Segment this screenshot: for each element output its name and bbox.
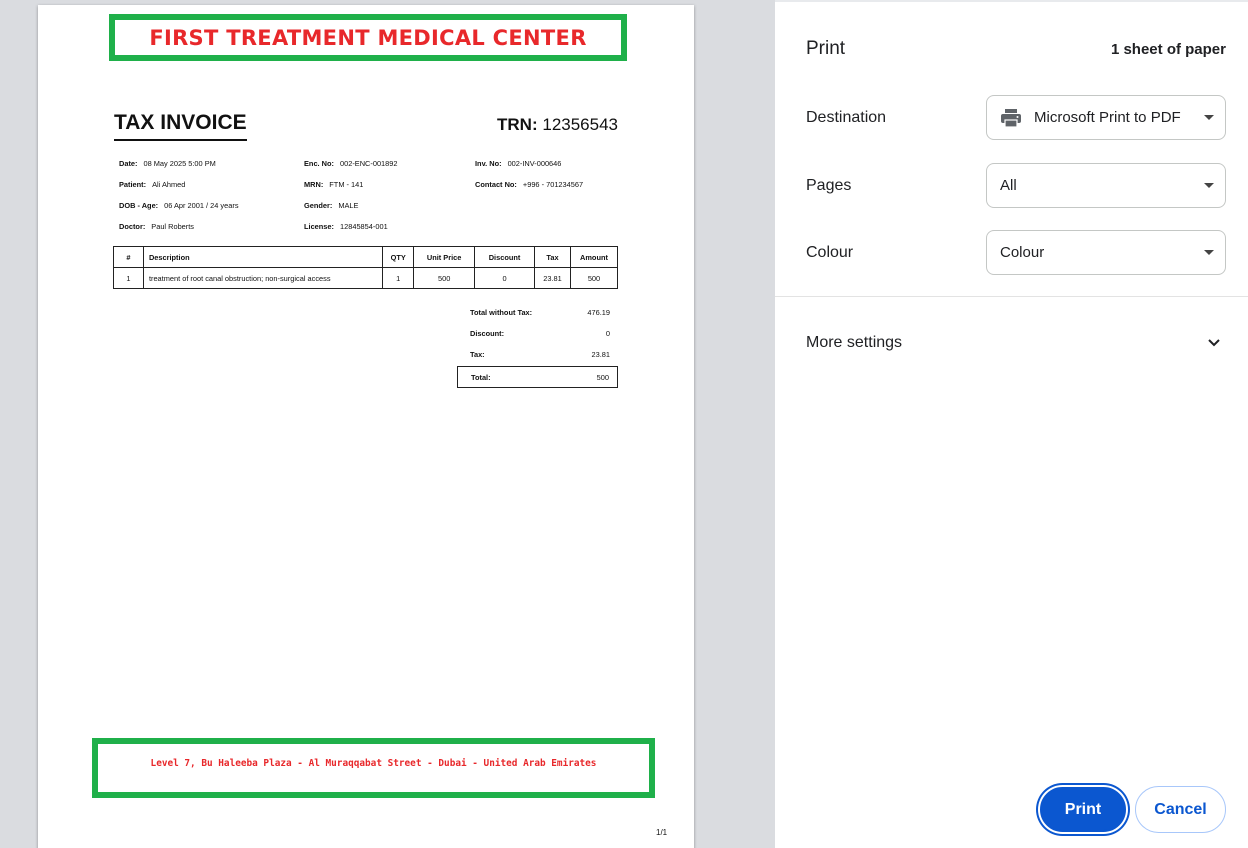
cell-discount: 0 [475,268,535,289]
total-value: 500 [596,372,609,382]
divider [775,296,1248,297]
meta-enc-value: 002-ENC-001892 [339,159,398,168]
meta-doctor-label: Doctor: [119,222,146,231]
total-row [457,366,618,388]
meta-contact [475,180,583,189]
colour-select[interactable] [986,230,1226,275]
tax-value: 23.81 [591,350,610,359]
chevron-down-icon [1204,115,1214,120]
meta-mrn-value: FTM - 141 [329,180,364,189]
trn-label: TRN: [497,115,538,134]
cell-amount: 500 [570,268,617,289]
meta-contact-label: Contact No: [475,180,517,189]
discount-value: 0 [605,329,610,338]
invoice-title: TAX INVOICE [114,111,247,141]
meta-inv [475,159,561,168]
table-row [114,268,618,289]
meta-mrn [304,180,363,189]
col-qty: QTY [383,247,414,268]
total-without-tax-label: Total without Tax: [470,308,533,317]
meta-enc-label: Enc. No: [304,159,334,168]
meta-inv-value: 002-INV-000646 [507,159,562,168]
print-button[interactable]: Print [1040,787,1126,832]
footer-address: Level 7, Bu Haleeba Plaza - Al Muraqqabat Street - Dubai - United Arab Emirates [150,758,597,769]
cell-description: treatment of root canal obstruction; non-surgical access [143,268,382,289]
meta-doctor-value: Paul Roberts [151,222,195,231]
col-tax: Tax [535,247,571,268]
items-header-row [114,247,618,268]
meta-patient [119,180,185,189]
cell-index: 1 [114,268,144,289]
total-without-tax-row [457,308,618,317]
meta-doctor [119,222,194,231]
discount-row [457,329,618,338]
more-settings-toggle[interactable]: More settings [806,334,903,351]
meta-license-label: License: [304,222,334,231]
colour-label: Colour [806,244,854,261]
items-table [113,246,618,289]
meta-license-value: 12845854-001 [340,222,388,231]
cell-qty: 1 [383,268,414,289]
tax-label: Tax: [470,350,485,359]
destination-value: Microsoft Print to PDF [1034,109,1181,126]
pages-select[interactable] [986,163,1226,208]
cell-unit-price: 500 [414,268,475,289]
meta-patient-label: Patient: [119,180,147,189]
cancel-button[interactable]: Cancel [1135,786,1226,833]
meta-gender [304,201,358,210]
meta-dob-value: 06 Apr 2001 / 24 years [164,201,239,210]
tax-row [457,350,618,359]
meta-gender-label: Gender: [304,201,333,210]
col-description: Description [143,247,382,268]
total-label: Total: [471,372,491,382]
col-unit-price: Unit Price [414,247,475,268]
trn [497,115,618,135]
chevron-down-icon [1204,250,1214,255]
meta-dob-label: DOB - Age: [119,201,159,210]
meta-date-label: Date: [119,159,138,168]
meta-gender-value: MALE [338,201,359,210]
meta-license [304,222,388,231]
clinic-header-box [109,14,627,61]
destination-select[interactable] [986,95,1226,140]
print-settings-panel [775,0,1248,848]
col-discount: Discount [475,247,535,268]
col-amount: Amount [570,247,617,268]
cell-tax: 23.81 [535,268,571,289]
meta-contact-value: +996 - 701234567 [522,180,584,189]
col-index: # [114,247,144,268]
expand-chevron-icon[interactable] [1206,335,1222,351]
trn-value: 12356543 [542,115,618,134]
page-number: 1/1 [656,828,668,837]
meta-enc [304,159,398,168]
destination-label: Destination [806,109,887,126]
total-without-tax-value: 476.19 [587,308,610,317]
meta-mrn-label: MRN: [304,180,324,189]
footer-address-box [92,738,655,798]
print-title: Print [806,38,846,59]
chevron-down-icon [1204,183,1214,188]
meta-inv-label: Inv. No: [475,159,502,168]
invoice-page [38,5,694,848]
meta-date [119,159,216,168]
pages-value: All [1000,177,1017,194]
clinic-name: FIRST TREATMENT MEDICAL CENTER [149,25,587,50]
sheet-count: 1 sheet of paper [1110,41,1226,58]
colour-value: Colour [1000,244,1045,261]
printer-icon [1000,109,1022,127]
meta-dob [119,201,239,210]
meta-patient-value: Ali Ahmed [152,180,186,189]
discount-label: Discount: [470,329,505,338]
meta-date-value: 08 May 2025 5:00 PM [143,159,216,168]
pages-label: Pages [806,177,852,194]
